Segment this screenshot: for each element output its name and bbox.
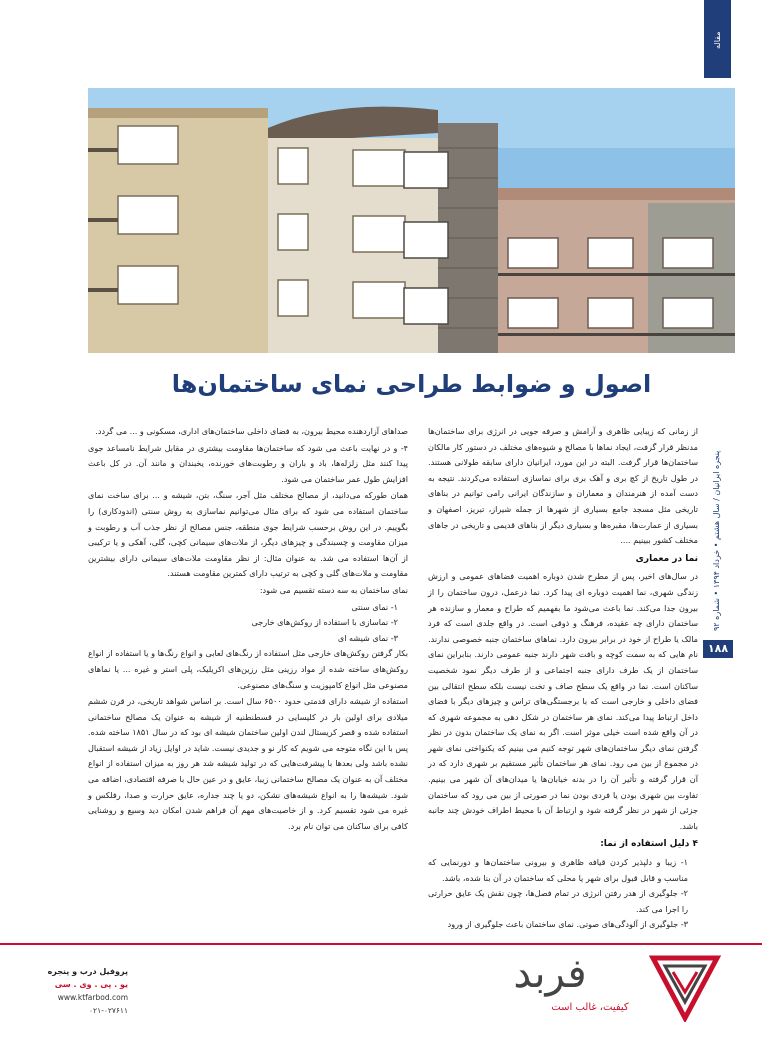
paragraph: نمای ساختمان به سه دسته تقسیم می شود: — [259, 584, 408, 595]
article-title: اصول و ضوابط طراحی نمای ساختمان‌ها — [171, 370, 652, 398]
website-link[interactable]: www.ktfarbod.com — [57, 993, 128, 1002]
article-column-left — [88, 424, 408, 835]
paragraph: از زمانی که زیبایی ظاهری و آرامش و صرفه جویی در انرژی برای ساختمان‌ها مدنظر قرار گرفت، ایجاد نماها با مصالح و شیوه‌های مختلف در دستور کار مالکان ساختمان‌ها قرار گرفت. البته در این مورد، ایرانیان دارای سابقه طولانی هستند. در طول تاریخ از کچ بری و آهک بری برای نماسازی استفاده می‌کردند. نتیجه به دست آمده از هنرمندان و معماران و سازندگان ایرانی رامی توانیم در بناهای تاریخی مثل مسجد جامع بسیاری از شهرها از جمله شیراز، تبریز، اصفهان و بسیاری از عمارت‌ها، مقبره‌ها و بسیاری دیگر از بناهای قدیمی و تاریخی در جاهای مختلف کشور ببینیم .... — [428, 426, 698, 546]
page-number: ۱۸۸ — [703, 640, 733, 658]
phone-number: ۰۲۱-۰۲۷۶۱۱ — [89, 1006, 128, 1015]
paragraph: بکار گرفتن روکش‌های خارجی مثل استفاده از رنگ‌های لعابی و انواع رنگ‌ها و یا استفاده از انواع روکش‌های ساخته شده از مواد رزینی مثل رزین‌های اکریلیک، پلی استر و غیره ... یا نماهای مصنوعی مثل انواع کامپوزیت و سنگ‌های مصنوعی. — [88, 648, 408, 690]
paragraph: همان طورکه می‌دانید، از مصالح مختلف مثل آجر، سنگ، بتن، شیشه و ... برای ساخت نمای ساختمان استفاده می شود که برای مثال می‌توانیم نماسازی به روش سنتی (اندودکاری) را بگوییم. در این روش برحسب شرایط جوی منطقه، جنس مصالح از نظر جذب آب و رطوبت و میزان مقاومت و چسبندگی و چیزهای دیگر، از ملات‌های سیمانی کچی، گلی، آهکی و یا ترکیبی از آن‌ها استفاده می شد. به عنوان مثال: از نظر مقاومت ملات‌های سیمانی دارای بیشترین مقاومت و ملات‌های گلی و کچی به ترتیب دارای کمترین مقاومت هستند. — [88, 490, 408, 579]
subheading: ۴ دلیل استفاده از نما: — [600, 839, 698, 850]
list-item: ۲- جلوگیری از هدر رفتن انرژی در تمام فصل‌ها، چون نقش یک عایق حرارتی را اجرا می کند. — [428, 888, 688, 914]
section-tab-label: مقاله — [713, 31, 722, 49]
list-item: ۲- نماسازی با استفاده از روکش‌های خارجی — [251, 617, 398, 628]
paragraph: در سال‌های اخیر، پس از مطرح شدن دوباره اهمیت فضاهای عمومی و ارزش زندگی شهری، نما اهمیت دوباره ای پیدا کرد. نما درعمل، درون ساختمان را از بیرون جدا می‌کند. نما باعث می‌شود ما بفهمیم که طراح و معمار و سازنده هر ساختمان دارای چه عقیده، فرهنگ و ذوقی است. در واقع جلدی است که فرد مالک یا طراح از خود در برابر بیرون دارد. نماهای ساختمان جنبه خصوصی ندارند. نام هایی که به سمت کوچه و بافت شهر دارند جنبه عمومی دارند. بنابراین نمای ساختمان از یک طرف دارای جنبه اجتماعی و از طرف دیگر نمود شخصیت ساکنان است. نما در واقع یک سطح صاف و تخت نیست بلکه سطح انتقالی بین فضای داخلی و خارجی است که با برجستگی‌های تراس و چیزهای دیگر با فضای داخل ارتباط پیدا می‌کند. نمای هر ساختمان در شکل دهی به مجموعه شهری که در آن واقع شده است خیلی موثر است. اگر به نمای یک ساختمان بدون در نظر گرفتن نمای دیگر ساختمان‌های شهر توجه کنیم می بینیم که یکنواختی نمای شهر در مجموع از بین می رود. نمای هر ساختمان تأثیر مستقیم بر شهری دارد که در آن قرار گرفته و تأثیر آن را در بدنه خیابان‌ها یا میدان‌های آن شهر می بینیم. تفاوت بین شهری بودن یا فردی بودن نما در صورتی از بین می رود که ساختمان جزئی از شهر در نظر گرفته شود و ارتباط آن با محیط اطراف خودش چند جانبه باشد. — [428, 571, 698, 831]
list-item: ۳- جلوگیری از آلودگی‌های صوتی. نمای ساختمان باعث جلوگیری از ورود — [447, 919, 688, 930]
contact-product-line: پروفیل درب و پنجره — [47, 967, 128, 976]
footer-divider — [0, 943, 762, 945]
building-facade-illustration — [88, 88, 735, 353]
list-item: ۳- نمای شیشه ای — [337, 632, 398, 643]
farbod-logo-emblem-icon — [645, 952, 725, 1022]
footer-contact-block — [18, 965, 128, 1035]
paragraph: صداهای آزاردهنده محیط بیرون، به فضای داخلی ساختمان‌های اداری، مسکونی و ... می گردد. — [95, 426, 408, 436]
building-facade-photo — [88, 88, 735, 353]
article-column-right — [428, 424, 698, 933]
paragraph: استفاده از شیشه دارای قدمتی حدود ۶۵۰۰ سال است. بر اساس شواهد تاریخی، در قرن ششم میلادی برای اولین بار در کلیسایی در قسطنطنیه از شیشه به عنوان یک مصالح ساختمانی استفاده شده و قصر کریستال لندن اولین ساختمان شیشه ای بود که در سال ۱۸۵۱ ساخته شده. پس با این نگاه متوجه می شویم که کار نو و جدیدی نیست. شاید در اوایل زیاد از شیشه استقبال نشده باشد ولی بعدها با پیشرفت‌هایی که در تولید شیشه شد هر روز به میزان استفاده از انواع مختلف آن به عنوان یک مصالح ساختمانی زیبا، عایق و در عین حال با صرفه اقتصادی، اضافه می شود. شیشه‌ها را به انواع شیشه‌های نشکن، دو یا چند جداره، عایق حرارت و صدا، رفلکس و غیره می شود تقسیم کرد. و از خاصیت‌های مهم آن فراهم شدن امکان دید وسیع و روشنایی کافی برای ساکنان می توان نام برد. — [88, 696, 408, 831]
brand-slogan: کیفیت، غالب است — [551, 1002, 629, 1013]
contact-material-line: یو . پی . وی . سی — [54, 980, 128, 989]
brand-logo-text: فربد — [513, 951, 587, 997]
subheading: نما در معماری — [635, 553, 698, 564]
issue-info-vertical: پنجره ایرانیان / سال هشتم • خرداد ۱۳۹۴ • شماره ۹۲ — [712, 450, 721, 632]
list-item: ۱- نمای سنتی — [351, 601, 398, 612]
paragraph: ۴- و در نهایت باعث می شود که ساختمان‌ها مقاومت بیشتری در مقابل شرایط نامساعد جوی پیدا کنند مثل زلزله‌ها، باد و باران و رطوبت‌های خورنده، یخبندان و مانند آن. در کل باعث افزایش طول عمر ساختمان می شود. — [88, 442, 408, 484]
list-item: ۱- زیبا و دلپذیر کردن قیافه ظاهری و بیرونی ساختمان‌ها و دورنمایی که مناسب و قابل قبول برای شهر یا محلی که ساختمان در آن بنا شده، باشد. — [428, 857, 688, 883]
